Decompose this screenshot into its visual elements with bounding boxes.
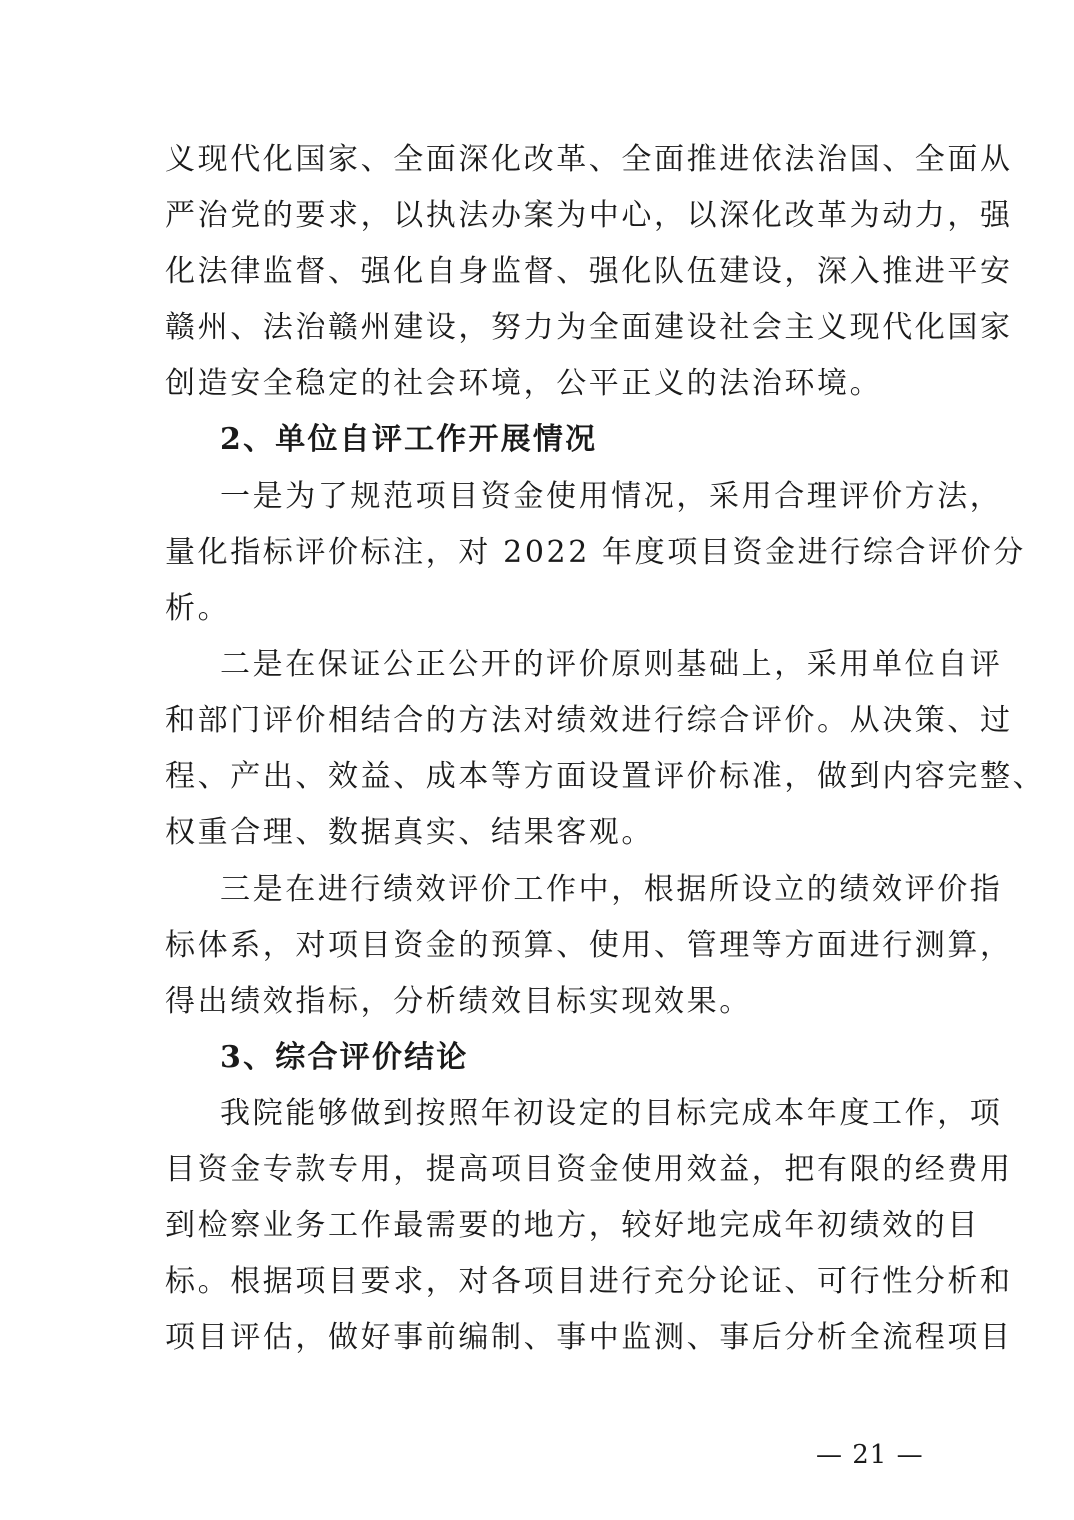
body-text-line: 程、产出、效益、成本等方面设置评价标准，做到内容完整、 <box>165 759 1046 794</box>
section-heading: 2、单位自评工作开展情况 <box>220 422 598 457</box>
paragraph-first-line: 二是在保证公正公开的评价原则基础上，采用单位自评 <box>220 647 1003 682</box>
body-text-line: 项目评估，做好事前编制、事中监测、事后分析全流程项目 <box>165 1320 1013 1355</box>
body-text-line: 到检察业务工作最需要的地方，较好地完成年初绩效的目 <box>165 1208 980 1243</box>
body-text-line: 析。 <box>165 591 231 626</box>
paragraph-first-line: 三是在进行绩效评价工作中，根据所设立的绩效评价指 <box>220 872 1003 907</box>
body-text-line: 和部门评价相结合的方法对绩效进行综合评价。从决策、过 <box>165 703 1013 738</box>
paragraph-first-line: 一是为了规范项目资金使用情况，采用合理评价方法， <box>220 479 1003 514</box>
paragraph-first-line: 我院能够做到按照年初设定的目标完成本年度工作，项 <box>220 1096 1003 1131</box>
section-heading: 3、综合评价结论 <box>220 1040 469 1075</box>
body-text-line: 标体系，对项目资金的预算、使用、管理等方面进行测算， <box>165 928 1013 963</box>
body-text-line: 量化指标评价标注，对 2022 年度项目资金进行综合评价分 <box>165 535 1026 570</box>
body-text-line: 严治党的要求，以执法办案为中心，以深化改革为动力，强 <box>165 198 1013 233</box>
body-text-line: 化法律监督、强化自身监督、强化队伍建设，深入推进平安 <box>165 254 1013 289</box>
body-text-line: 标。根据项目要求，对各项目进行充分论证、可行性分析和 <box>165 1264 1013 1299</box>
page-number: — 21 — <box>816 1440 924 1470</box>
body-text-line: 目资金专款专用，提高项目资金使用效益，把有限的经费用 <box>165 1152 1013 1187</box>
body-text-line: 权重合理、数据真实、结果客观。 <box>165 815 654 850</box>
body-text-line: 赣州、法治赣州建设，努力为全面建设社会主义现代化国家 <box>165 310 1013 345</box>
body-text-line: 创造安全稳定的社会环境，公平正义的法治环境。 <box>165 366 883 401</box>
body-text-line: 得出绩效指标，分析绩效目标实现效果。 <box>165 984 752 1019</box>
body-text-line: 义现代化国家、全面深化改革、全面推进依法治国、全面从 <box>165 142 1013 177</box>
